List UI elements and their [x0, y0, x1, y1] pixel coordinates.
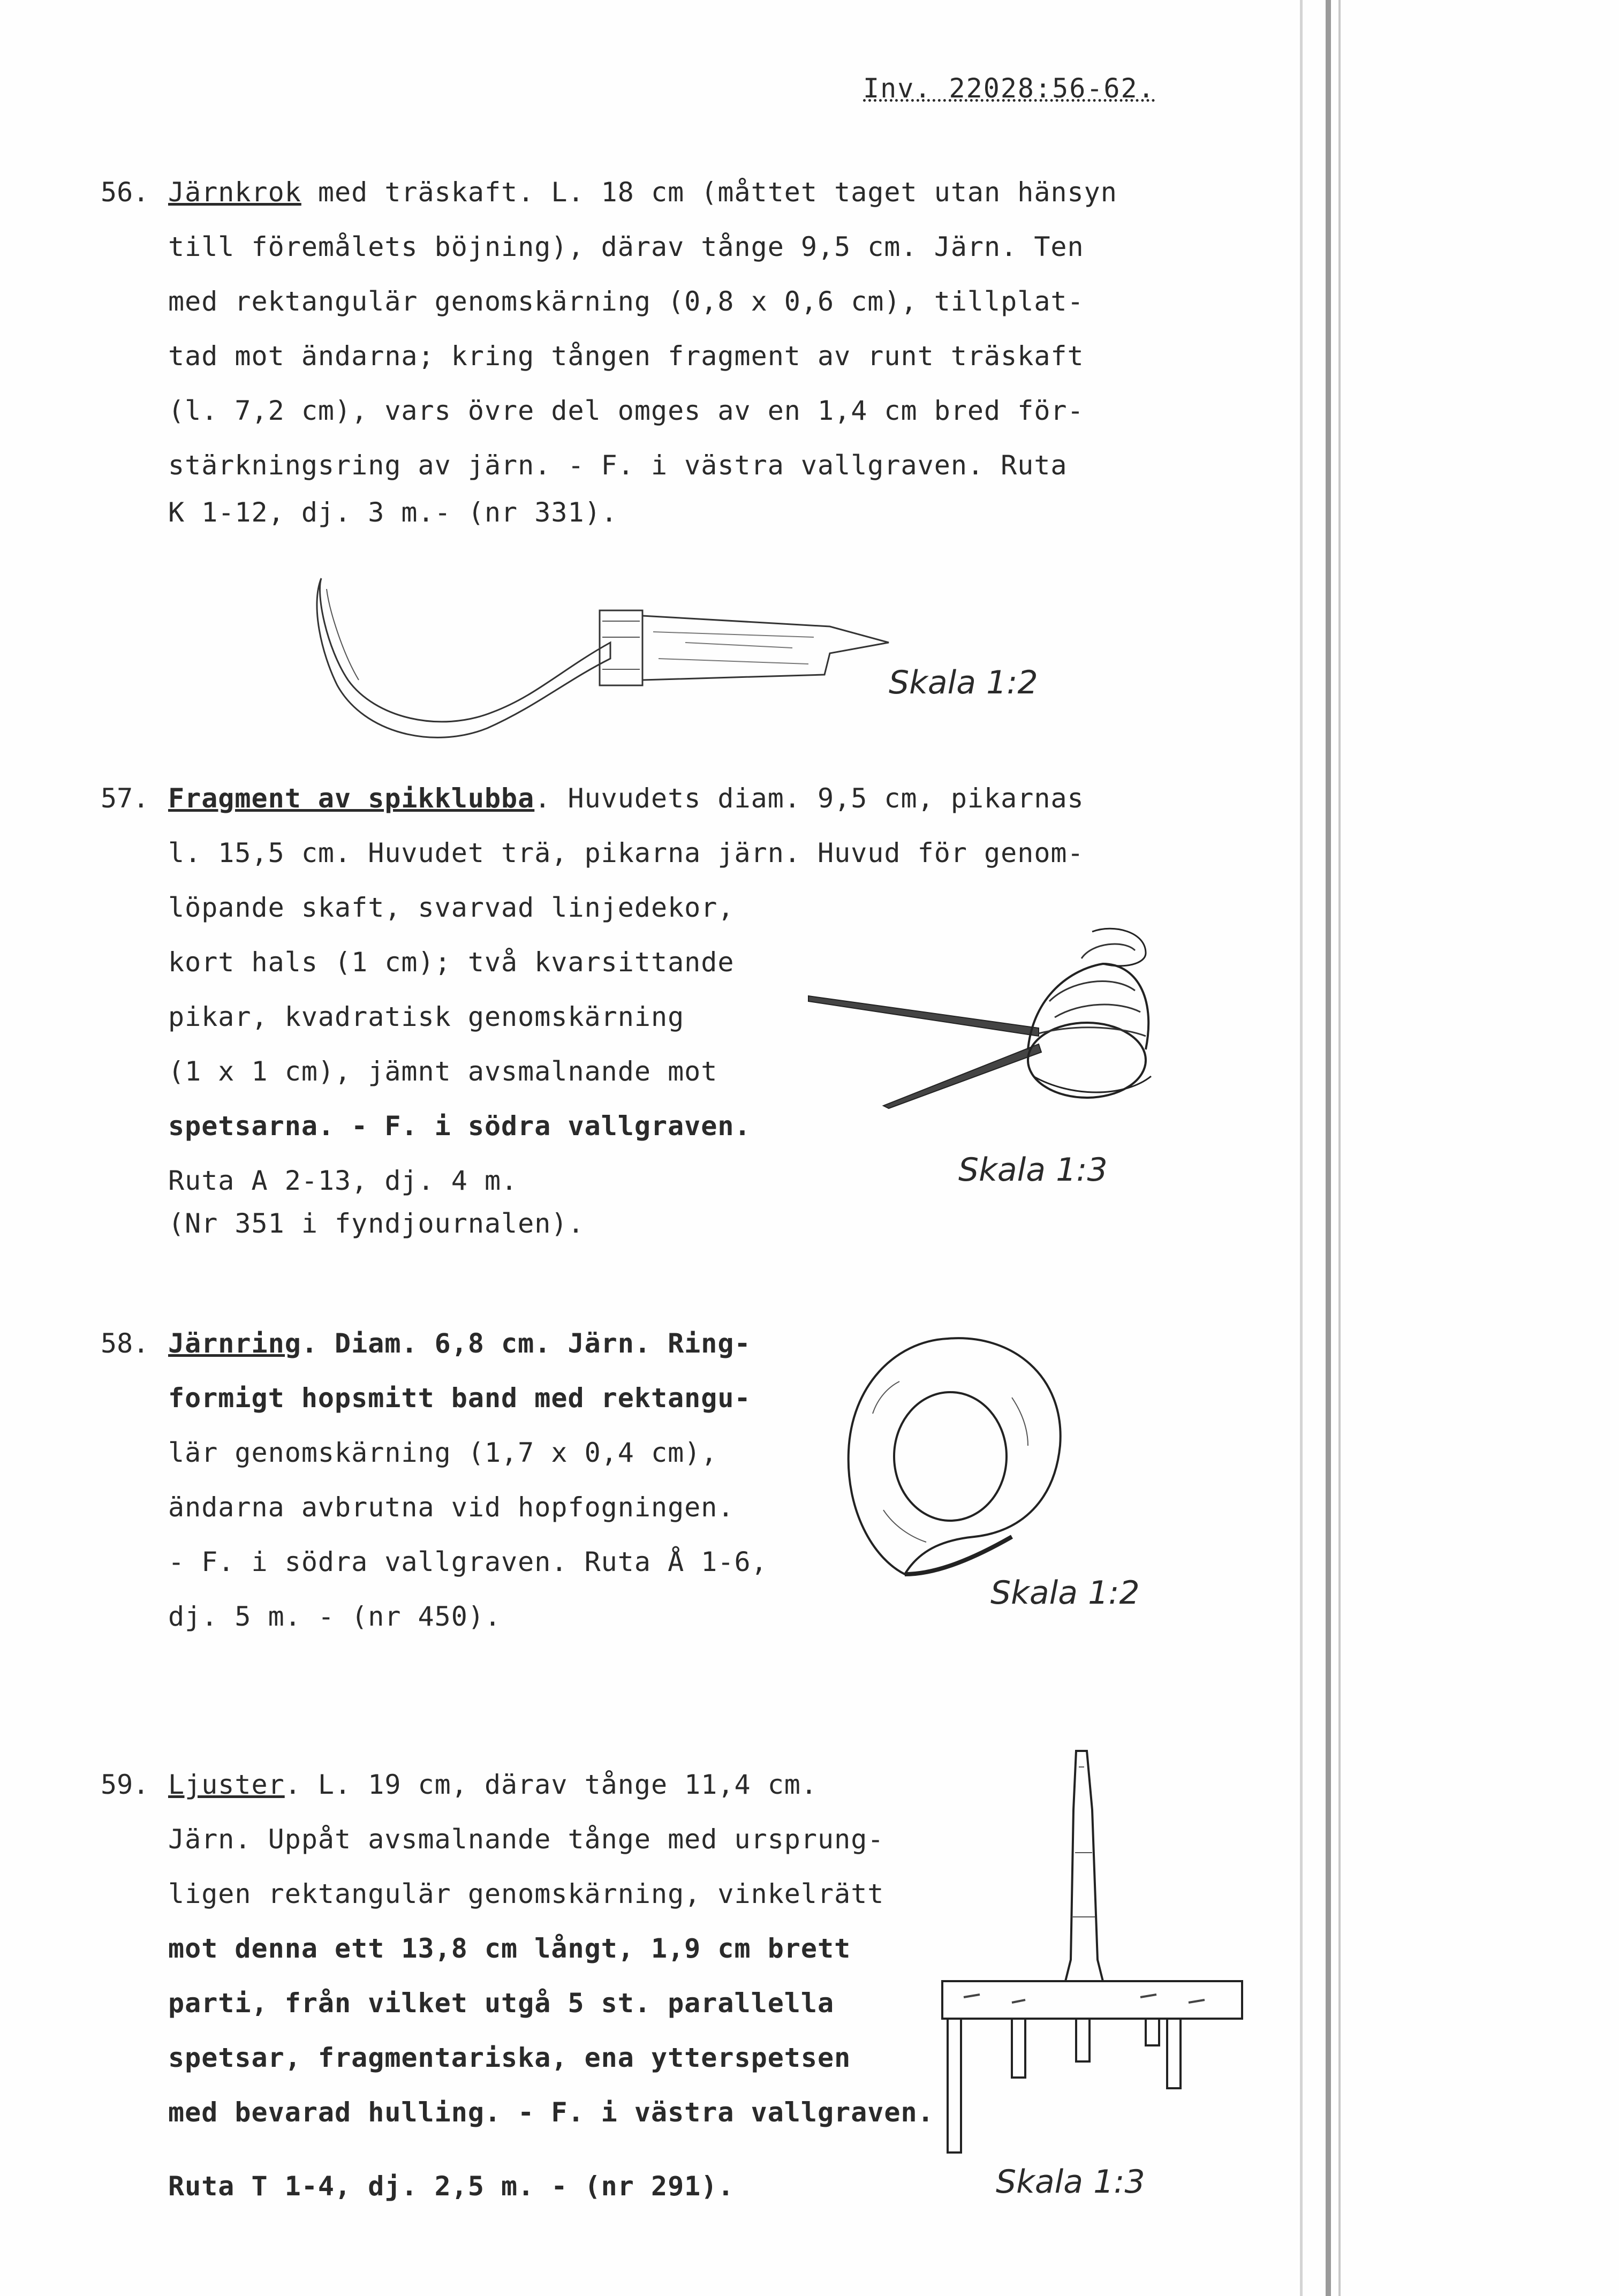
entry-line: ändarna avbrutna vid hopfogningen.: [168, 1492, 735, 1523]
entry-line: mot denna ett 13,8 cm långt, 1,9 cm brett: [168, 1933, 851, 1964]
entry-line: Järn. Uppåt avsmalnande tånge med ursprung-: [168, 1824, 884, 1855]
entry-line: Ruta T 1-4, dj. 2,5 m. - (nr 291).: [168, 2171, 735, 2202]
entry-line: pikar, kvadratisk genomskärning: [168, 1001, 685, 1032]
page-edge-line-inner: [1338, 0, 1341, 2296]
entry-line: (l. 7,2 cm), vars övre del omges av en 1,4 cm bred för-: [168, 395, 1084, 426]
entry-line: [168, 177, 1117, 208]
hook-icon: [311, 573, 899, 744]
fish-spear-icon: [932, 1746, 1253, 2163]
entry-line: stärkningsring av järn. - F. i västra vallgraven. Ruta: [168, 450, 1068, 481]
entry-line: Ruta A 2-13, dj. 4 m.: [168, 1165, 518, 1196]
entry-line: spetsarna. - F. i södra vallgraven.: [168, 1111, 751, 1142]
entry-line: löpande skaft, svarvad linjedekor,: [168, 892, 735, 923]
entry-text: . L. 19 cm, därav tånge 11,4 cm.: [284, 1769, 818, 1800]
entry-line: K 1-12, dj. 3 m.- (nr 331).: [168, 497, 618, 528]
entry-title: Ljuster: [168, 1769, 285, 1800]
page-edge-line: [1326, 0, 1331, 2296]
inventory-number: Inv. 22028:56-62.: [863, 73, 1155, 104]
entry-text: . Huvudets diam. 9,5 cm, pikarnas: [534, 783, 1084, 814]
entry-line: - F. i södra vallgraven. Ruta Å 1-6,: [168, 1546, 768, 1577]
page-edge-shadow: [1300, 0, 1303, 2296]
entry-line: dj. 5 m. - (nr 450).: [168, 1601, 502, 1632]
entry-line: (1 x 1 cm), jämnt avsmalnande mot: [168, 1056, 718, 1087]
spiked-club-icon: [803, 921, 1156, 1124]
entry-number: 59.: [101, 1769, 149, 1800]
entry-number: 58.: [101, 1328, 149, 1359]
entry-number: 57.: [101, 783, 149, 814]
entry-line: kort hals (1 cm); två kvarsittande: [168, 947, 735, 978]
entry-line: [168, 1769, 818, 1800]
entry-line: [168, 783, 1084, 814]
scale-label: Skala 1:3: [996, 2163, 1145, 2201]
entry-line: parti, från vilket utgå 5 st. parallella: [168, 1988, 835, 2019]
entry-line: lär genomskärning (1,7 x 0,4 cm),: [168, 1437, 718, 1468]
entry-line: med rektangulär genomskärning (0,8 x 0,6 cm), tillplat-: [168, 286, 1084, 317]
entry-title: Järnkrok: [168, 177, 301, 208]
entry-line: med bevarad hulling. - F. i västra vallgraven.: [168, 2097, 934, 2128]
entry-line: till föremålets böjning), därav tånge 9,5 cm. Järn. Ten: [168, 231, 1084, 262]
entry-title: Fragment av spikklubba: [168, 783, 535, 814]
iron-ring-icon: [841, 1333, 1076, 1590]
scale-label: Skala 1:2: [990, 1574, 1140, 1612]
entry-line: tad mot ändarna; kring tången fragment av runt träskaft: [168, 341, 1084, 372]
entry-line: ligen rektangulär genomskärning, vinkelrätt: [168, 1878, 884, 1909]
entry-line: (Nr 351 i fyndjournalen).: [168, 1208, 585, 1239]
entry-line: [168, 1328, 751, 1359]
entry-line: formigt hopsmitt band med rektangu-: [168, 1383, 751, 1414]
entry-text: med träskaft. L. 18 cm (måttet taget utan hänsyn: [301, 177, 1117, 208]
scale-label: Skala 1:3: [958, 1151, 1108, 1189]
entry-line: spetsar, fragmentariska, ena ytterspetsen: [168, 2042, 851, 2073]
entry-title: Järnring: [168, 1328, 301, 1359]
entry-line: l. 15,5 cm. Huvudet trä, pikarna järn. Huvud för genom-: [168, 837, 1084, 868]
entry-number: 56.: [101, 177, 149, 208]
entry-text: . Diam. 6,8 cm. Järn. Ring-: [301, 1328, 751, 1359]
scale-label: Skala 1:2: [889, 664, 1038, 701]
